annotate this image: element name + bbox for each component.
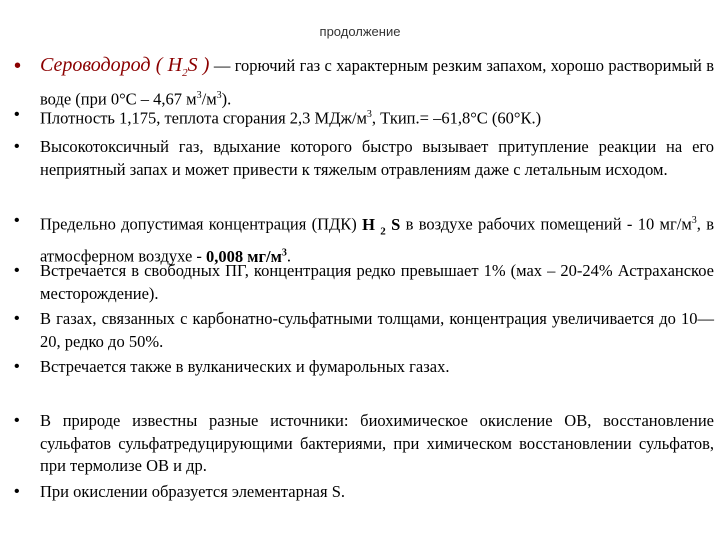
list-item-density	[14, 104, 714, 130]
list-item-volcanic	[14, 356, 714, 379]
item-text: При окислении образуется элементарная S.	[40, 482, 346, 501]
bullet-icon: •	[14, 106, 20, 123]
item-text: В газах, связанных с карбонатно-сульфатными толщами, концентрация увеличивается до 10—20, редко до 50%.	[40, 309, 714, 351]
slide-caption: продолжение	[319, 24, 401, 39]
list-item-toxicity	[14, 136, 714, 181]
bullet-icon: •	[14, 212, 20, 229]
list-item-h2s-definition	[14, 54, 714, 111]
term-title: Сероводород ( $Н_2S$ )	[40, 54, 210, 79]
bullet-icon: •	[14, 483, 20, 500]
bullet-icon: •	[14, 138, 20, 155]
bullet-icon: •	[14, 310, 20, 327]
item-text: Плотность 1,175, теплота сгорания 2,3 МДж/$м^3$, Ткип.= –61,8°С (60°К.)	[40, 108, 542, 128]
bullet-icon: •	[14, 358, 20, 375]
item-text: В природе известны разные источники: биохимическое окисление ОВ, восстановление сульфатов сульфатредуцирующими бактериями, при химическом восстановлении сульфатов, при термолизе ОВ и др.	[40, 411, 714, 475]
item-text: Высокотоксичный газ, вдыхание которого быстро вызывает притупление реакции на его неприятный запах и может привести к тяжелым отравлениям даже с летальным исходом.	[40, 137, 714, 179]
item-text: Встречается также в вулканических и фумарольных газах.	[40, 357, 450, 376]
list-item-occurrence	[14, 260, 714, 305]
item-text: Сероводород ( $Н_2S$ ) — горючий газ с характерным резким запахом, хорошо растворимый в воде (при 0°С – 4,67 $м^3/м^3$).	[40, 54, 714, 108]
bullet-icon: •	[14, 262, 20, 279]
bullet-icon: •	[14, 55, 22, 77]
list-item-carbonate-gases	[14, 308, 714, 353]
item-text: Встречается в свободных ПГ, концентрация редко превышает 1% (мах – 20-24% Астраханское месторождение).	[40, 261, 714, 303]
list-item-sources	[14, 410, 714, 478]
list-item-oxidation	[14, 481, 714, 504]
bullet-icon: •	[14, 412, 20, 429]
item-text: Предельно допустимая концентрация (ПДК) Н $_2$ S в воздухе рабочих помещений - 10 $мг/м^3$, в атмосферном воздухе - 0,008 $мг/м^3$.	[40, 214, 715, 266]
